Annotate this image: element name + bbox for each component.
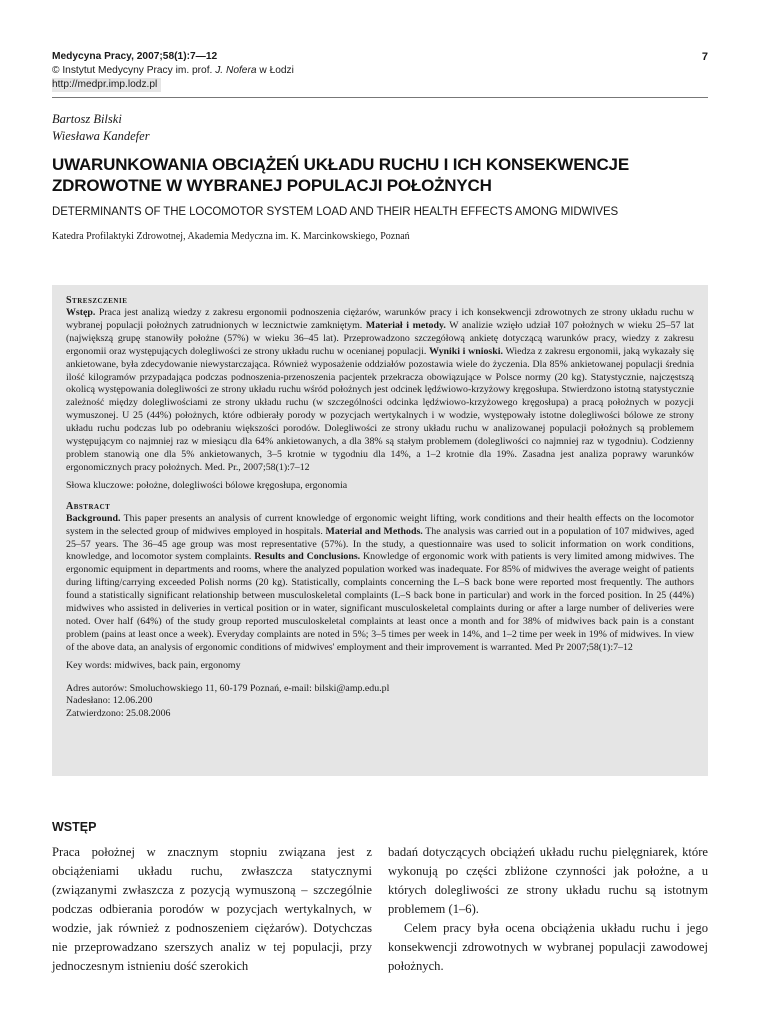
journal-url[interactable]: http://medpr.imp.lodz.pl — [52, 78, 161, 92]
section-text: Wiedza z zakresu ergonomii, jaką wykazały się ankietowane, była zdecydowanie niewystarczająca. Również wyposażenie oddziałów pozostawia wiele do życzenia. Dla 85% ankietowanej populacji średnia ilość kilogramów przypadająca podczas podnoszenia-przenoszenia pacjentek przekracza obowiązujące w Polsce normy (20 kg). Statystycznie, najczęstszą okolicą występowania dolegliwości ze strony układu ruchu wśród położnych jest odcinek lędźwiowo-krzyżowy kręgosłupa. Stwierdzono istotną statystycznie zależność między dolegliwościami ze strony układu ruchu (w szczególności odcinka lędźwiowo-krzyżowego kręgosłupa) a pracą położnych w pozycji wymuszonej. U 25 (44%) położnych, które odbierały porody w pozycjach wertykalnych i w wodzie, występowały istotne dolegliwości bólowe ze strony układu ruchu podczas lub po odebraniu większości porodów. Dolegliwości ze strony układu ruchu w analizowanej populacji położnych są problemem występującym co najmniej raz w miesiącu dla 64% ankietowanych, a dla 38% są stałym problemem (dolegliwości co najmniej raz w tygodniu). Codzienny problem stanowią one dla 5% ankietowanych, 3–5 krotnie w tygodniu dla 14%, a 1–2 krotnie dla 19%. Zasadna jest analiza poprawy warunków ergonomicznych pracy położnych. Med. Pr., 2007;58(1):7–12 — [66, 345, 695, 473]
section-label: Wyniki i wnioski. — [429, 345, 503, 357]
copyright-name: J. Nofera — [215, 65, 257, 76]
section-label: Materiał i metody. — [365, 319, 446, 331]
streszczenie-heading: Streszczenie — [66, 295, 128, 306]
section-text: Praca jest analizą wiedzy z zakresu ergonomii podnoszenia ciężarów, warunków pracy i ich konsekwencji zdrowotnych ze strony układu ruchu w wybranej populacji położnych zatrudnionych w lecznictwie zamkniętym. — [66, 307, 694, 331]
title-line: ZDROWOTNE W WYBRANEJ POPULACJI POŁOŻNYCH — [52, 176, 492, 195]
title-polish — [52, 154, 712, 196]
body-column-left — [52, 843, 372, 976]
keywords-en: Key words: midwives, back pain, ergonomy — [66, 659, 241, 671]
page-number: 7 — [701, 51, 708, 63]
received-date: Nadesłano: 12.06.200 — [66, 695, 153, 707]
body-column-right — [388, 843, 708, 976]
section-text: This paper presents an analysis of current knowledge of ergonomic weight lifting, work conditions and their health effects on the locomotor system in the selected group of midwives employed in hospitals. — [66, 512, 694, 537]
section-text: Knowledge of ergonomic work with patients is very limited among midwives. The ergonomic equipment in departments and rooms, where the analyzed population worked was inadequate. For 85% of midwives the average weight of patients during lifting/carrying exceeded Polish norms (20 kg). Statistically, complaints concerning the L–S back bone were reported most frequently. The authors found a statistically significant relationship between musculoskeletal complaints (L–S back bone in particular) and work in the forced position. In 25 (44%) midwives who assisted in deliveries in vertical position or in water, significant musculoskeletal complaints during or after a large number of deliveries were noted. Over half (64%) of the study group reported musculoskeletal complaints at least once a month and for 38% of midwives back pain is a constant problem (pains at least once a week). Everyday complaints are noted in 5%; 3–5 times per week in 14%, and 1–2 time per week in 19% of midwives. In view of the above data, an analysis of ergonomic conditions of midwives' employment and their improvement is warranted. Med Pr 2007;58(1):7–12 — [66, 551, 694, 653]
page-header — [52, 50, 708, 92]
abstract-text — [66, 513, 694, 655]
title-english: DETERMINANTS OF THE LOCOMOTOR SYSTEM LOAD AND THEIR HEALTH EFFECTS AMONG MIDWIVES — [52, 206, 619, 218]
intro-paragraph: Praca położnej w znacznym stopniu związana jest z obciążeniami układu ruchu, zwłaszcza statycznymi (związanymi zwłaszcza z pozycją wymuszoną – szczególnie podczas odbierania porodów w pozycjach wertykalnych, w wodzie, jak również z podnoszeniem ciężarów). Dotychczas nie przeprowadzano szerszych analiz w tej populacji, przy jednoczesnym istnieniu dość szerokich — [52, 845, 372, 973]
intro-paragraph: badań dotyczących obciążeń układu ruchu pielęgniarek, które wykonują po części zbliżone czynności jak położne, a u których dolegliwości ze strony układu ruchu są istotnym problemem (1–6). — [388, 845, 708, 916]
author-address: Adres autorów: Smoluchowskiego 11, 60-179 Poznań, e-mail: bilski@amp.edu.pl — [66, 682, 390, 694]
section-text: The analysis was carried out in a population of 107 midwives, aged 25–57 years. The 36–45 age group was most representative (57%). In the study, a questionnaire was used to solicit information on work conditions, knowledge, and locomotor system complaints. — [66, 525, 695, 563]
section-label: Material and Methods. — [325, 525, 423, 537]
aim-paragraph: Celem pracy była ocena obciążenia układu ruchu i jego konsekwencji zdrowotnych w wybranej populacji zawodowej położnych. — [388, 921, 708, 973]
streszczenie-text — [66, 307, 694, 475]
abstract-box — [52, 285, 708, 776]
correspondence — [66, 683, 694, 722]
approved-date: Zatwierdzono: 25.08.2006 — [66, 708, 171, 720]
copyright-line — [52, 64, 708, 78]
section-text: W analizie wzięło udział 107 położnych w wieku 25–57 lat (największą grupę stanowiły położne (57%) w wieku 36–45 lat). Przeprowadzono szczegółową ankietę dotyczącą warunków pracy, wiedzy z zakresu ergonomii oraz występujących dolegliwości ze strony układu ruchu w ocenianej populacji. — [66, 319, 695, 357]
intro-heading: WSTĘP — [52, 820, 97, 834]
title-line: UWARUNKOWANIA OBCIĄŻEŃ UKŁADU RUCHU I ICH KONSEKWENCJE — [52, 155, 629, 174]
journal-citation: Medycyna Pracy, 2007;58(1):7—12 — [52, 51, 218, 62]
author-name: Bartosz Bilski — [52, 112, 122, 126]
authors — [52, 111, 150, 145]
keywords-pl: Słowa kluczowe: położne, dolegliwości bólowe kręgosłupa, ergonomia — [66, 479, 348, 491]
header-divider — [52, 97, 708, 98]
affiliation: Katedra Profilaktyki Zdrowotnej, Akademia Medyczna im. K. Marcinkowskiego, Poznań — [52, 231, 410, 242]
author-name: Wiesława Kandefer — [52, 129, 150, 143]
copyright-text: © Instytut Medycyny Pracy im. prof. — [52, 65, 216, 76]
section-label: Wstęp. — [66, 307, 96, 318]
abstract-heading: Abstract — [66, 500, 111, 512]
section-label: Background. — [66, 512, 121, 524]
section-label: Results and Conclusions. — [254, 551, 361, 563]
copyright-place: w Łodzi — [256, 65, 294, 76]
